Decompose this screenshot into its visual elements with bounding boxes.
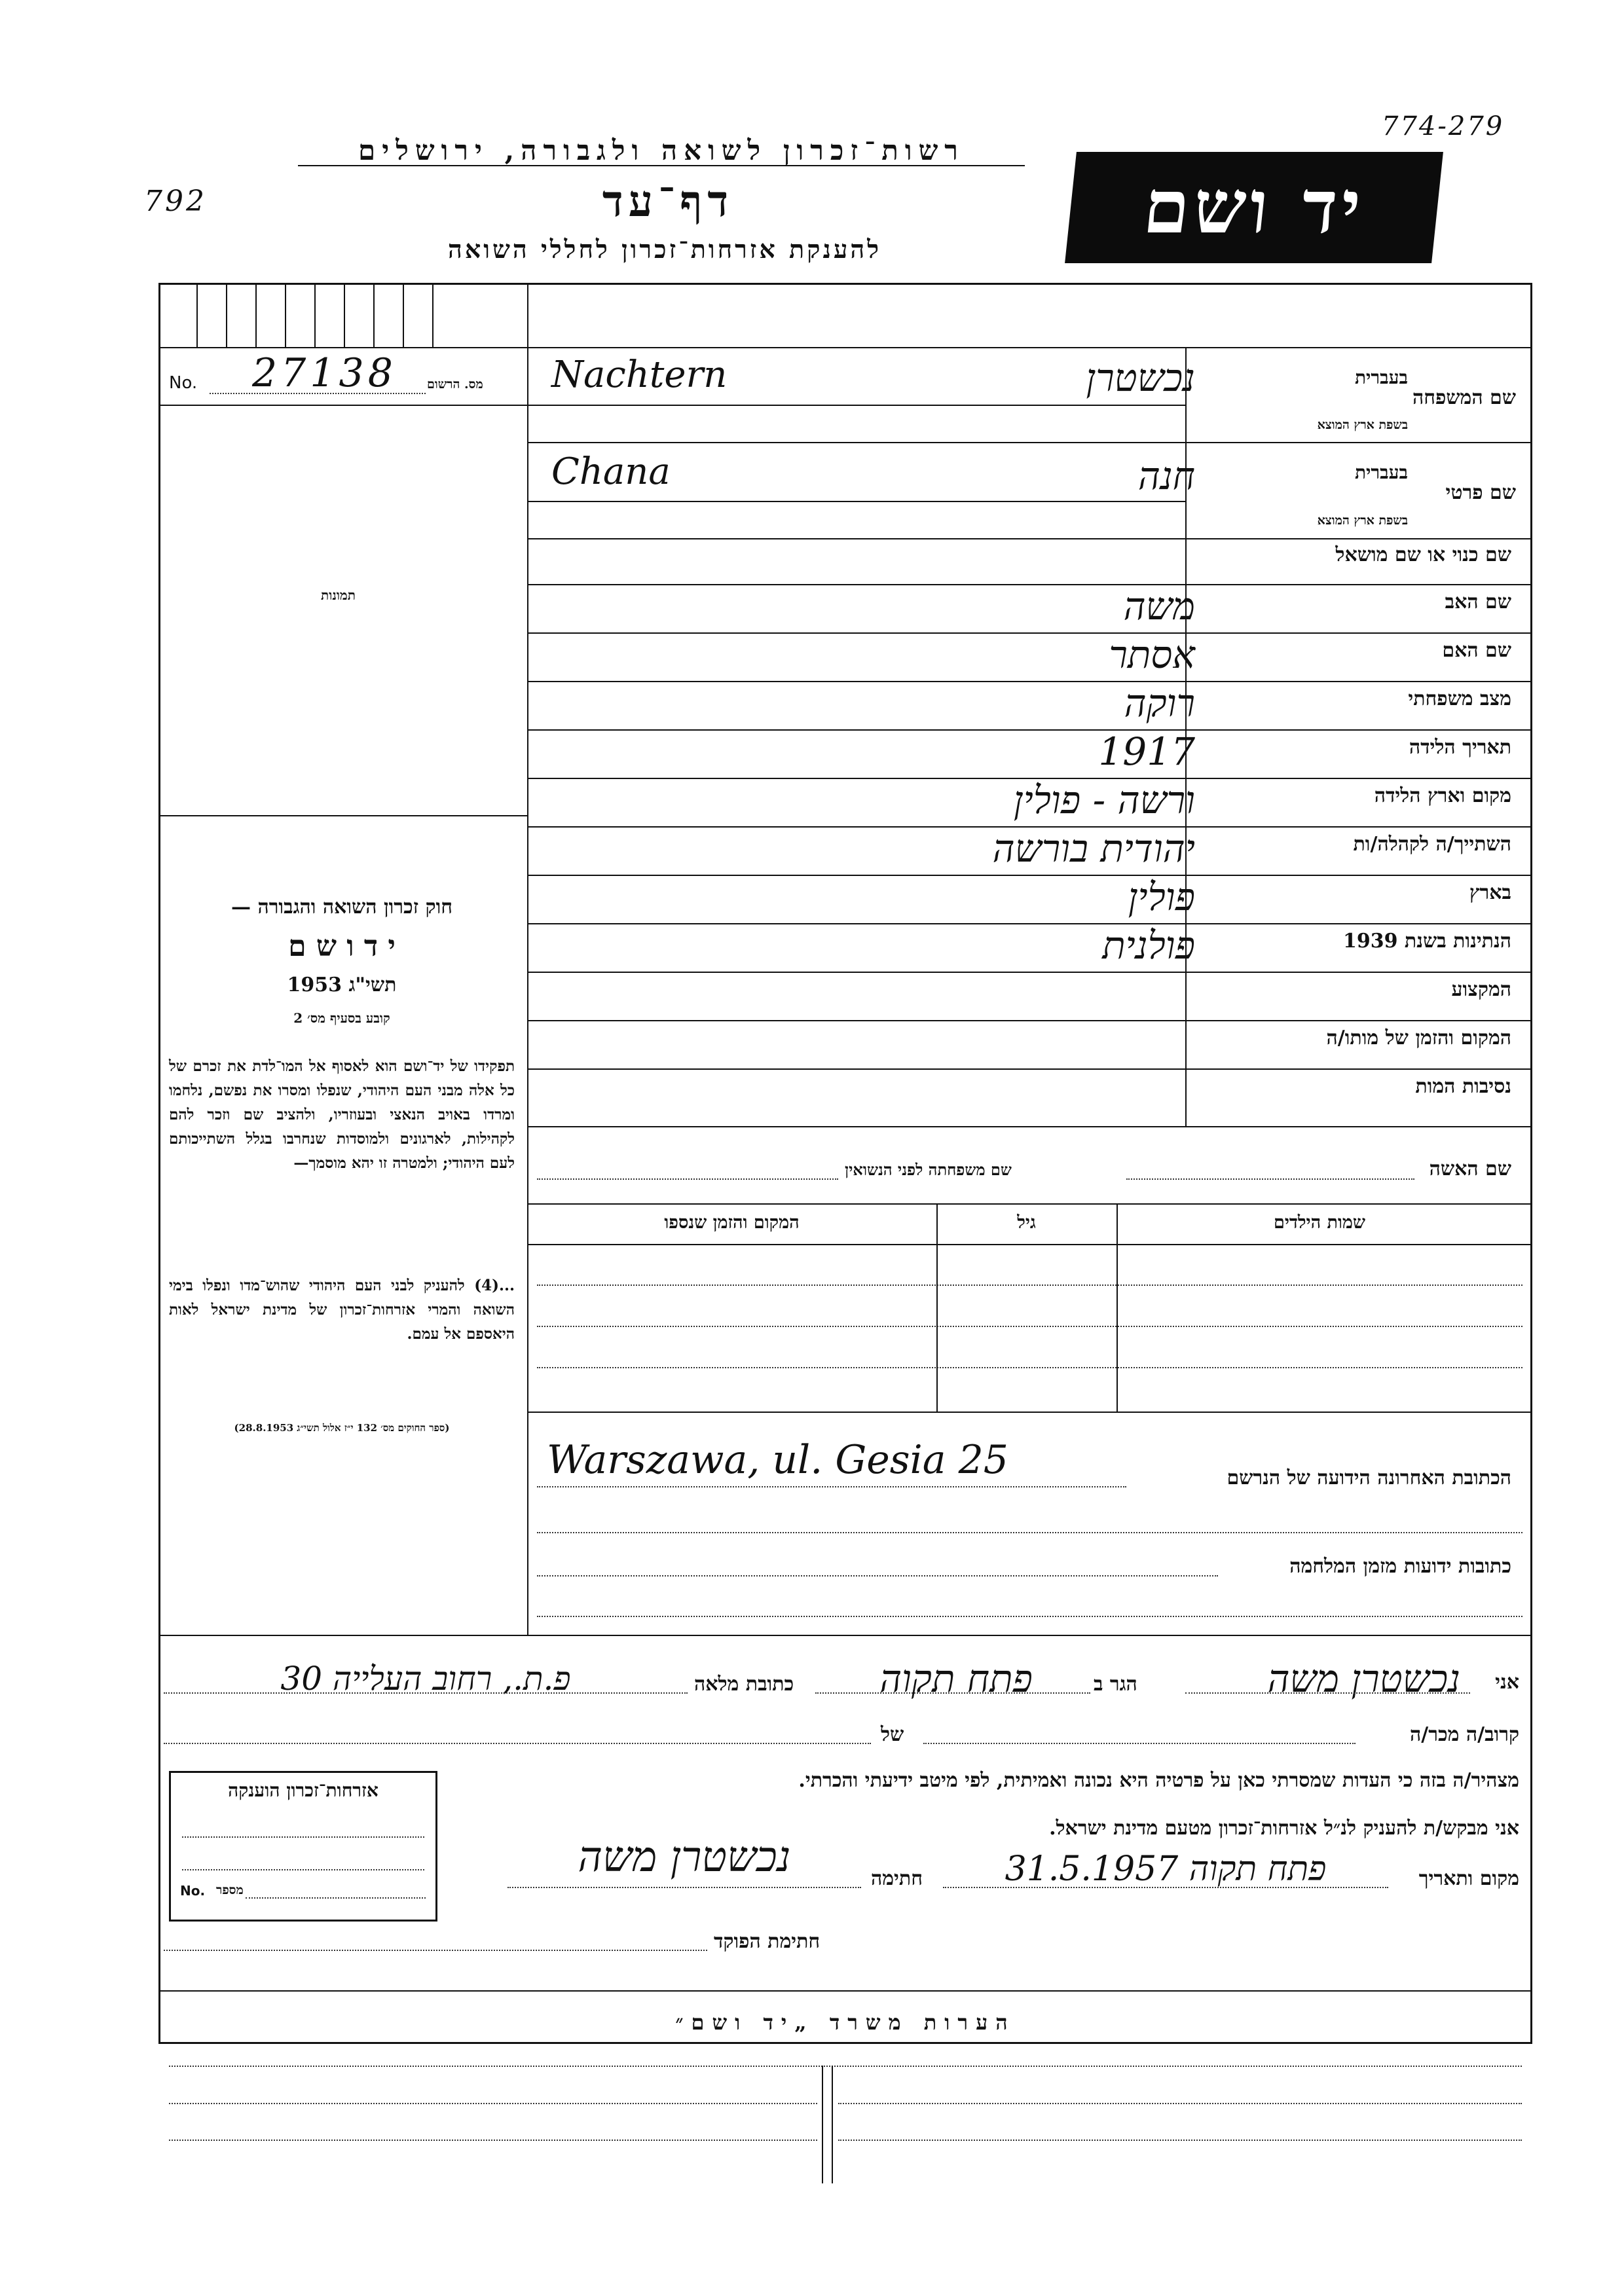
- officer-signature-label: חתימת הפוקד: [714, 1930, 821, 1953]
- declarant-full-address: פ.ת., רחוב העלייה 30: [280, 1660, 571, 1698]
- children-place-header: המקום והזמן שנספו: [664, 1212, 800, 1233]
- citizenship-1939-label: הנתינות בשנת 1939: [1342, 930, 1511, 953]
- office-notes-title: הערות משרד „יד ושם״: [675, 2010, 1016, 2035]
- of-label: של: [881, 1723, 904, 1746]
- registration-label: מס. הרשום: [427, 377, 483, 392]
- birth-date-value: 1917: [1098, 729, 1195, 774]
- law-section: קובע בסעיף מס׳ 2: [293, 1010, 390, 1026]
- birth-place-value: ורשה - פולין: [1013, 778, 1195, 822]
- family-name-hebrew-value: נכשטרן: [1086, 355, 1195, 400]
- request-text: אני מבקש/ת להעניק לנ״ל אזרחות־זכרון מטעם מדינת ישראל.: [1049, 1817, 1519, 1840]
- wartime-addresses-label: כתובות ידועות מזמן המלחמה: [1289, 1555, 1511, 1578]
- country-label: בארץ: [1469, 881, 1511, 904]
- citizenship-1939-value: פולנית: [1102, 923, 1195, 968]
- birth-place-label: מקום וארץ הלידה: [1374, 784, 1511, 807]
- marital-status-value: רוקה: [1124, 681, 1195, 725]
- full-address-label: כתובת מלאה: [694, 1673, 794, 1696]
- marital-status-label: מצב משפחתי: [1408, 687, 1511, 710]
- community-value: יהודית בורשה: [992, 826, 1195, 871]
- declarant-ani-label: אני: [1495, 1671, 1519, 1694]
- declarant-signature: נכשטרן משה: [578, 1833, 791, 1882]
- death-circumstances-label: נסיבות המות: [1415, 1075, 1511, 1098]
- form-subtitle: להענקת אזרחות־זכרון לחללי השואה: [447, 234, 882, 264]
- family-name-origin-label: בשפת ארץ המוצא: [1317, 418, 1408, 432]
- children-age-header: גיל: [1017, 1212, 1036, 1233]
- country-value: פולין: [1128, 875, 1195, 919]
- declarant-city: פתח תקוה: [879, 1656, 1033, 1701]
- family-name-label: שם המשפחה: [1412, 386, 1516, 409]
- page-number: 792: [144, 185, 207, 218]
- profession-label: המקצוע: [1451, 978, 1511, 1001]
- resides-in-label: הגר ב: [1094, 1673, 1137, 1696]
- first-name-origin-label: בשפת ארץ המוצא: [1317, 513, 1408, 528]
- law-paragraph-2: ...(4) להעניק לבני העם היהודי שהוש־מדו ונפלו בימי השואה והמרי אזרחות־זכרון של מדינת ישראל לאות היאספם אל עמם.: [169, 1277, 515, 1343]
- birth-date-label: תאריך הלידה: [1409, 736, 1511, 759]
- signature-label: חתימה: [871, 1867, 923, 1890]
- registration-number: 27138: [252, 350, 397, 396]
- law-paragraph-1: תפקידו של יד־ושם הוא לאסוף אל המו־לדת את זכרם של כל אלה מבני העם היהודי, שנפלו ומסרו את נפשם, נלחמו ומרדו באויב הנאצי ובעוזריו, ולהציב שם וזכר להם לקהילות, לארגונים ולמוסדות שנחרבו בגלל השתייכותם לעם היהודי; ולמטרה זו יהא מוסמך—: [169, 1057, 515, 1172]
- authority-title: רשות־זכרון לשואה ולגבורה, ירושלים: [358, 134, 965, 166]
- last-address-value: Warszawa, ul. Gesia 25: [547, 1437, 1008, 1483]
- logo-text: יד ושם: [1139, 164, 1369, 250]
- family-name-origin-value: Nachtern: [551, 354, 728, 396]
- last-address-label: הכתובת האחרונה הידועה של הנרשם: [1227, 1467, 1511, 1489]
- children-names-header: שמות הילדים: [1273, 1212, 1366, 1233]
- citizenship-no-label: No.: [180, 1883, 206, 1899]
- community-label: השתייך/ה לקהלה/ות: [1353, 833, 1511, 856]
- law-title: חוק זכרון השואה והגבורה —: [231, 896, 452, 919]
- relative-label: קרוב/ה מכר/ה: [1410, 1723, 1519, 1746]
- nickname-label: שם כנוי או שם מושאל: [1335, 543, 1511, 566]
- yad-vashem-logo: [1065, 152, 1443, 263]
- photo-label: תמונות: [321, 587, 356, 603]
- family-name-hebrew-label: בעברית: [1354, 367, 1408, 388]
- wife-maiden-name-label: שם משפחתה לפני הנשואין: [845, 1160, 1012, 1179]
- mother-name-value: אסתר: [1109, 632, 1195, 677]
- first-name-hebrew-value: חנה: [1137, 454, 1195, 498]
- declarant-name: נכשטרן משה: [1267, 1656, 1460, 1701]
- citizenship-number-label: מספר: [216, 1883, 244, 1897]
- law-name: י ד ו ש ם: [288, 930, 396, 963]
- death-place-time-label: המקום והזמן של מותו/ה: [1326, 1027, 1511, 1049]
- first-name-origin-value: Chana: [551, 450, 671, 493]
- place-date-label: מקום ותאריך: [1418, 1867, 1519, 1890]
- place-date-value: פתח תקוה 31.5.1957: [1005, 1850, 1327, 1889]
- mother-name-label: שם האם: [1442, 639, 1511, 662]
- law-reference: (ספר החוקים מס׳ 132 י״ז אלול תשי״ג 28.8.1953): [234, 1422, 450, 1434]
- wife-name-label: שם האשה: [1429, 1157, 1511, 1180]
- archive-number: 774-279: [1382, 111, 1505, 141]
- form-title: דף־עד: [602, 175, 734, 227]
- citizenship-granted-title: אזרחות־זכרון הוענקה: [228, 1779, 378, 1801]
- father-name-value: משה: [1123, 584, 1195, 629]
- first-name-hebrew-label: בעברית: [1354, 462, 1408, 483]
- declaration-text: מצהיר/ה בזה כי העדות שמסרתי כאן על פרטיה היא נכונה ואמיתית, לפי מיטב ידיעתי והכרתי.: [798, 1769, 1519, 1792]
- registration-no-label: No.: [169, 373, 198, 393]
- father-name-label: שם האב: [1445, 591, 1511, 613]
- law-year: תשי"ג 1953: [287, 974, 397, 996]
- first-name-label: שם פרטי: [1445, 481, 1516, 504]
